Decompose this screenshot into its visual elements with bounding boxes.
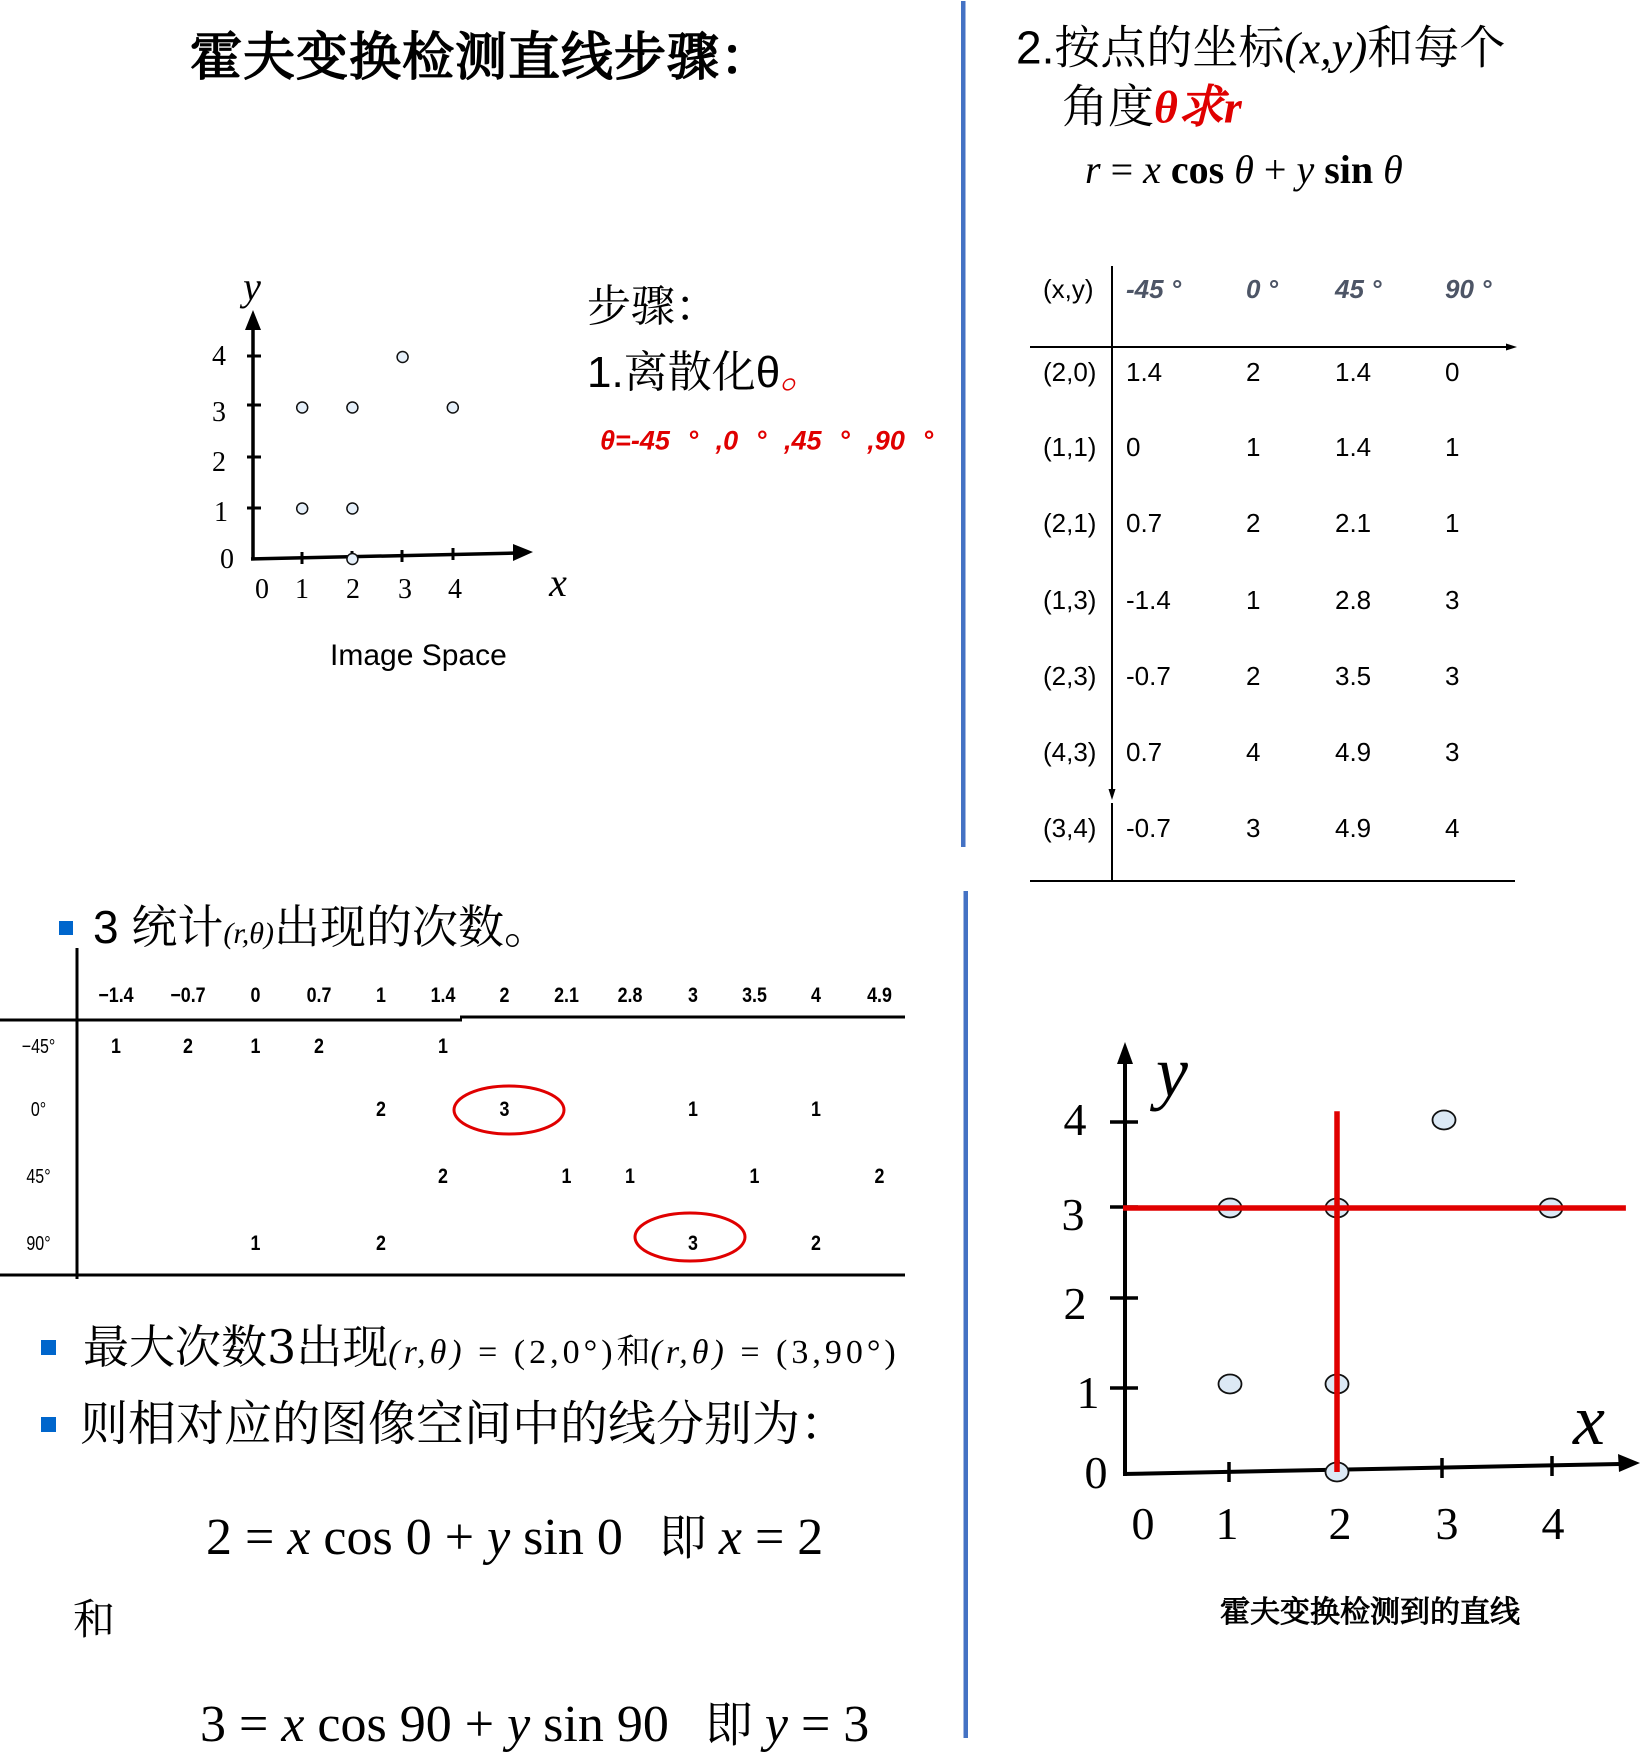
and-text: 和 [73, 1595, 116, 1644]
step1-period: 。 [780, 347, 825, 398]
r-table-value: 3 [1246, 813, 1261, 843]
eq-part: sin 90 [530, 1696, 669, 1753]
formula-y: y [1296, 147, 1315, 192]
count-cell [293, 1164, 346, 1190]
r-value-header: −0.7 [170, 984, 206, 1007]
equation-line-2 [200, 1696, 870, 1753]
count-cell [790, 1164, 843, 1190]
r-table-value: 2.8 [1335, 585, 1372, 615]
x-axis-label: x [1573, 1380, 1605, 1460]
r-table-value: 1.4 [1335, 357, 1372, 387]
y-tick-label: 4 [1063, 1094, 1087, 1145]
r-table-point: (2,1) [1043, 508, 1097, 538]
eq-var-y: y [487, 1509, 511, 1566]
count-cell: 1 [561, 1165, 572, 1188]
count-cell: 2 [811, 1232, 821, 1255]
r-table-header-point: (x,y) [1043, 274, 1094, 304]
theta-symbol: θ [755, 348, 781, 397]
x-tick-label: 2 [346, 574, 360, 605]
r-table-value: 4.9 [1335, 737, 1372, 767]
eq-var-x: x [287, 1509, 311, 1566]
count-cell [790, 1034, 843, 1060]
r-table-value: 2.1 [1335, 508, 1372, 538]
eq-ie: 即 [658, 1510, 707, 1566]
r-table-header-theta: 45 ° [1335, 274, 1382, 304]
data-point [1433, 1111, 1456, 1130]
count-cell [603, 1034, 657, 1060]
step3-text: 统计 [131, 900, 224, 954]
max-count-text: 最大次数3出现 [83, 1320, 389, 1374]
steps-heading: 步骤： [587, 281, 719, 332]
equation-line-1 [206, 1509, 824, 1566]
accumulator-header-row [79, 983, 912, 1009]
count-cell [540, 1034, 594, 1060]
formula-x: x [1143, 147, 1161, 192]
step-number: 3 [93, 901, 132, 953]
x-axis-label: x [549, 560, 567, 605]
count-cell: 3 [688, 1232, 698, 1255]
x-tick-label: 4 [1541, 1498, 1565, 1549]
x-tick-label: 0 [255, 574, 269, 605]
r-table-value: -1.4 [1126, 585, 1171, 615]
r-value-header: 4 [811, 984, 821, 1007]
eq-ie: 即 [704, 1697, 753, 1753]
r-table-point: (4,3) [1043, 737, 1097, 767]
max-count-line [83, 1320, 900, 1374]
step3-heading [93, 900, 550, 954]
step2-text-cont: 和每个 [1367, 20, 1506, 75]
r-value-header: 2 [499, 984, 510, 1007]
r-table-value: 3 [1445, 737, 1460, 767]
step2-heading-line2 [1062, 79, 1242, 134]
peak-value-1: = (2,0°) [465, 1334, 617, 1371]
r-table-value: 4 [1246, 737, 1261, 767]
eq-var-x: x [718, 1509, 742, 1566]
y-tick-label: 2 [1063, 1278, 1087, 1329]
y-tick-label: 4 [212, 341, 226, 372]
count-cell [158, 1164, 218, 1190]
r-value-header: 1.4 [430, 984, 456, 1007]
count-cell [228, 1097, 283, 1123]
image-space-caption: Image Space [330, 639, 507, 672]
data-point [1219, 1375, 1242, 1394]
accumulator-row [79, 1231, 912, 1257]
count-cell [667, 1034, 720, 1060]
step-number: 1. [587, 348, 624, 397]
count-cell [729, 1034, 781, 1060]
r-value-header: −1.4 [98, 984, 134, 1007]
step2-highlight: θ求r [1154, 81, 1242, 133]
r-table-value: 3.5 [1335, 661, 1372, 691]
r-formula [1085, 147, 1403, 192]
eq-var-x: x [281, 1696, 305, 1753]
y-tick-label: 0 [1084, 1447, 1108, 1498]
r-table-point: (1,3) [1043, 585, 1097, 615]
count-cell [85, 1164, 148, 1190]
count-cell: 2 [438, 1165, 448, 1188]
count-cell [479, 1034, 531, 1060]
formula-equals: = [1100, 147, 1144, 192]
r-table-point: (1,1) [1043, 432, 1097, 462]
count-cell [293, 1097, 346, 1123]
r-table-point: (2,3) [1043, 661, 1097, 691]
formula-sin: sin [1314, 147, 1384, 192]
x-tick-label: 3 [398, 574, 412, 605]
r-table-value: 0.7 [1126, 508, 1163, 538]
r-table-point: (3,4) [1043, 813, 1097, 843]
r-table-value: 2 [1246, 508, 1261, 538]
count-cell [603, 1097, 657, 1123]
count-cell [417, 1231, 470, 1257]
page-title: 霍夫变换检测直线步骤： [190, 28, 774, 88]
r-value-header: 2.1 [554, 984, 579, 1007]
x-tick-label: 4 [448, 574, 462, 605]
formula-theta: θ [1383, 147, 1403, 192]
count-cell [85, 1097, 148, 1123]
r-table-value: 1 [1246, 432, 1261, 462]
result-plot-caption: 霍夫变换检测到的直线 [1220, 1595, 1520, 1630]
r-table-value: 1 [1445, 508, 1460, 538]
formula-cos: cos [1160, 147, 1235, 192]
eq-var-y: y [764, 1696, 788, 1753]
eq-part: 3 = [200, 1696, 282, 1753]
count-cell: 2 [314, 1035, 324, 1058]
x-tick-label: 1 [295, 574, 309, 605]
r-table-header-theta: 0 ° [1246, 274, 1279, 304]
step1-text: 离散化 [623, 347, 756, 398]
y-tick-label: 1 [214, 497, 228, 528]
count-cell: 1 [749, 1165, 760, 1188]
count-cell: 1 [250, 1035, 261, 1058]
r-table-value: 1 [1445, 432, 1460, 462]
step3-text-cont: 出现的次数。 [273, 900, 550, 954]
peak-value-2: = (3,90°) [727, 1334, 900, 1371]
count-cell: 2 [874, 1165, 885, 1188]
r-value-header: 0 [250, 984, 261, 1007]
r-table-value: 0 [1445, 357, 1460, 387]
eq-part: 2 = [206, 1509, 288, 1566]
accumulator-row [79, 1097, 912, 1123]
theta-row-label: 0° [30, 1099, 47, 1121]
r-table-value: -0.7 [1126, 813, 1171, 843]
r-table-value: 4.9 [1335, 813, 1372, 843]
step2-heading-line1 [1016, 20, 1506, 75]
r-value-header: 4.9 [867, 984, 892, 1007]
count-cell [417, 1097, 470, 1123]
y-tick-label: 3 [212, 397, 226, 428]
formula-r: r [1085, 147, 1101, 192]
theta-values: θ=-45 ° ,0 ° ,45 ° ,90 ° [600, 425, 934, 456]
count-cell [479, 1231, 531, 1257]
r-value-header: 0.7 [306, 984, 332, 1007]
eq-result: = 2 [741, 1509, 824, 1566]
count-cell [852, 1034, 907, 1060]
y-tick-label: 0 [220, 544, 234, 575]
count-cell [158, 1097, 218, 1123]
bullet-icon [59, 921, 73, 935]
eq-result: = 3 [787, 1696, 870, 1753]
x-tick-label: 0 [1131, 1498, 1155, 1549]
count-cell: 3 [499, 1098, 510, 1121]
r-table-point: (2,0) [1043, 357, 1097, 387]
count-cell [158, 1231, 218, 1257]
count-cell [729, 1231, 781, 1257]
accumulator-row [79, 1034, 912, 1060]
y-tick-label: 2 [212, 447, 226, 478]
formula-theta: θ [1234, 147, 1254, 192]
eq-var-y: y [507, 1696, 531, 1753]
r-table-header-theta: -45 ° [1126, 274, 1182, 304]
count-cell: 1 [111, 1035, 121, 1058]
count-cell [479, 1164, 531, 1190]
r-table-value: 2 [1246, 661, 1261, 691]
bullet-icon [41, 1417, 56, 1432]
r-value-header: 2.8 [617, 984, 643, 1007]
x-tick-label: 2 [1328, 1498, 1352, 1549]
count-cell [355, 1034, 408, 1060]
r-table-value: 4 [1445, 813, 1460, 843]
count-cell [355, 1164, 408, 1190]
y-tick-label: 1 [1076, 1367, 1100, 1418]
count-cell: 1 [438, 1035, 448, 1058]
r-table-value: 0.7 [1126, 737, 1163, 767]
count-cell: 2 [376, 1098, 386, 1121]
accumulator-row [79, 1164, 912, 1190]
r-table-value: 2 [1246, 357, 1261, 387]
count-cell: 2 [183, 1035, 193, 1058]
coordinate-notation: (x,y) [1284, 22, 1368, 74]
r-theta-notation: (r,θ) [650, 1334, 728, 1371]
r-table-header-theta: 90 ° [1445, 274, 1492, 304]
count-cell [852, 1097, 907, 1123]
eq-part: cos 90 + [304, 1696, 508, 1753]
count-cell [540, 1231, 594, 1257]
count-cell: 1 [625, 1165, 635, 1188]
count-cell [228, 1164, 283, 1190]
r-table-value: 3 [1445, 585, 1460, 615]
count-cell [667, 1164, 720, 1190]
count-cell [293, 1231, 346, 1257]
y-tick-label: 3 [1061, 1189, 1085, 1240]
eq-part: cos 0 + [310, 1509, 488, 1566]
r-table-value: 0 [1126, 432, 1141, 462]
r-value-header: 3 [688, 984, 698, 1007]
step2-text-angle: 角度 [1062, 79, 1154, 134]
r-table-value: 1.4 [1335, 432, 1372, 462]
theta-row-label: 90° [26, 1233, 51, 1255]
r-table-value: 3 [1445, 661, 1460, 691]
count-cell: 1 [688, 1098, 698, 1121]
count-cell [540, 1097, 594, 1123]
count-cell [729, 1097, 781, 1123]
r-table-value: 1.4 [1126, 357, 1163, 387]
formula-plus: + [1253, 147, 1297, 192]
count-cell: 1 [250, 1232, 261, 1255]
lines-intro: 则相对应的图像空间中的线分别为： [80, 1396, 849, 1452]
r-table-value: -0.7 [1126, 661, 1171, 691]
r-theta-notation: (r,θ) [388, 1334, 466, 1371]
count-cell [603, 1231, 657, 1257]
theta-row-label: 45° [26, 1166, 51, 1188]
conjunction: 和 [616, 1332, 651, 1372]
bullet-icon [41, 1340, 56, 1355]
count-cell [852, 1231, 907, 1257]
step1-line [587, 347, 825, 398]
r-table-value: 1 [1246, 585, 1261, 615]
x-tick-label: 3 [1435, 1498, 1459, 1549]
x-tick-label: 1 [1215, 1498, 1239, 1549]
count-cell: 1 [811, 1098, 821, 1121]
y-axis-label: y [243, 264, 261, 309]
eq-part: sin 0 [510, 1509, 623, 1566]
r-value-header: 1 [376, 984, 386, 1007]
count-cell [85, 1231, 148, 1257]
r-value-header: 3.5 [742, 984, 767, 1007]
theta-row-label: −45° [21, 1036, 56, 1058]
y-axis-label: y [1156, 1032, 1188, 1112]
step2-text: 按点的坐标 [1054, 20, 1285, 75]
r-theta-notation: (r,θ) [223, 917, 274, 950]
count-cell: 2 [376, 1232, 386, 1255]
step-number: 2. [1016, 21, 1055, 74]
